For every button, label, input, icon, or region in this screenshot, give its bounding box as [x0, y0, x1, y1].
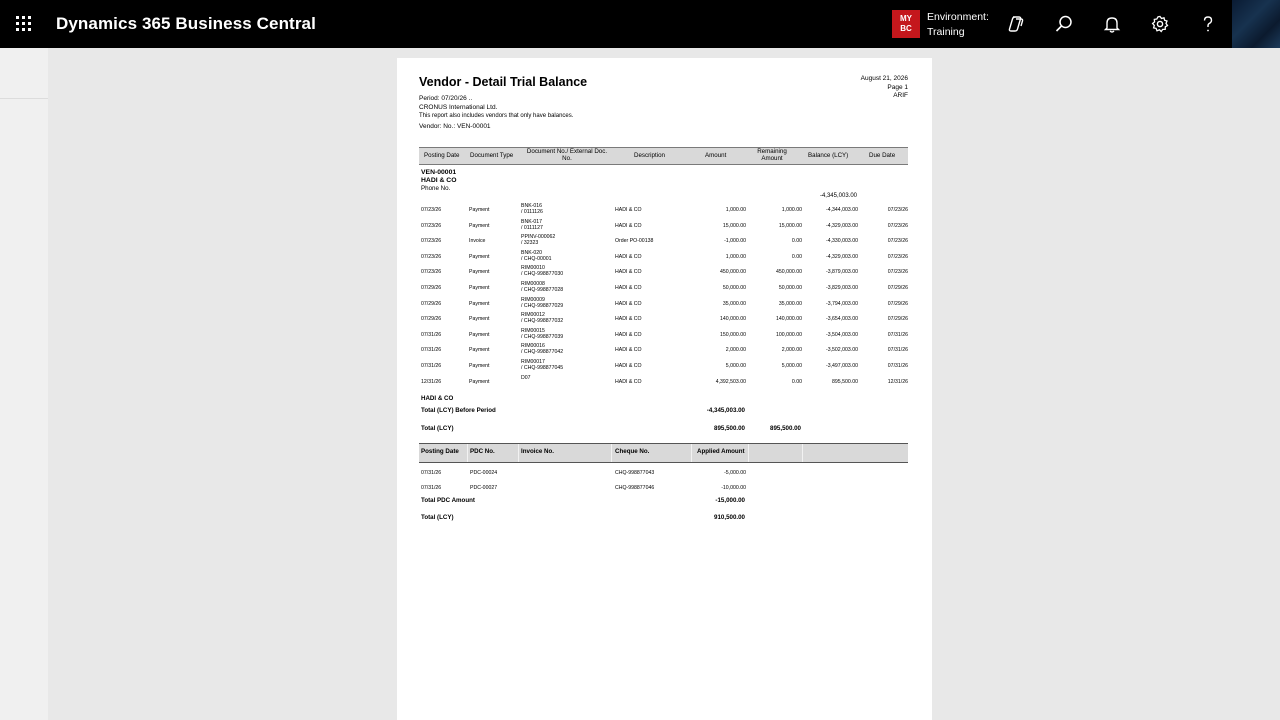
entry-due-date: 07/31/26 — [887, 331, 908, 338]
entry-posting-date: 07/29/26 — [421, 285, 442, 291]
environment-label: Environment: — [927, 11, 989, 23]
vendor-footer-name: HADI & CO — [421, 395, 454, 402]
entry-amount: 15,000.00 — [722, 222, 746, 229]
entry-description: HADI & CO — [615, 222, 642, 229]
entry-posting-date: 07/23/26 — [421, 253, 442, 260]
col-description: Description — [634, 152, 665, 159]
pdc-applied-amount: -5,000.00 — [724, 470, 746, 476]
entry-document-type: Payment — [469, 300, 490, 307]
entry-remaining-amount: 2,000.00 — [781, 347, 802, 354]
top-bar — [0, 0, 1280, 48]
entry-document-no — [521, 312, 563, 324]
profile-picture[interactable] — [1232, 0, 1280, 48]
entry-document-no — [521, 375, 531, 381]
report-page-number: Page 1 — [887, 84, 908, 91]
entry-remaining-amount: 100,000.00 — [776, 331, 802, 338]
environment-name: Training — [927, 26, 965, 38]
bell-icon[interactable] — [1102, 14, 1122, 34]
entry-due-date: 12/31/26 — [887, 378, 908, 385]
entry-external-doc-no: / CHQ-998877045 — [521, 365, 564, 371]
entry-doc-no: RIM00015 — [521, 327, 545, 334]
col-document-type: Document Type — [470, 152, 514, 159]
entry-posting-date: 07/23/26 — [421, 238, 442, 245]
col-due-date: Due Date — [869, 152, 896, 159]
total-pdc-label: Total PDC Amount — [421, 497, 475, 504]
report-filter: Vendor: No.: VEN-00001 — [419, 123, 491, 130]
entry-remaining-amount: 35,000.00 — [778, 300, 802, 307]
entry-remaining-amount: 0.00 — [791, 378, 802, 385]
entry-description: HADI & CO — [615, 378, 642, 385]
entry-posting-date: 07/23/26 — [421, 269, 442, 276]
app-title[interactable]: Dynamics 365 Business Central — [56, 14, 316, 33]
entry-posting-date: 07/29/26 — [421, 300, 442, 307]
entry-external-doc-no: / 0111127 — [521, 224, 543, 231]
environment-badge[interactable] — [892, 10, 920, 38]
entry-remaining-amount: 0.00 — [791, 238, 802, 245]
entry-external-doc-no: / 0111126 — [521, 209, 543, 215]
report-page — [397, 58, 932, 720]
entry-description: HADI & CO — [615, 363, 642, 369]
pdc-applied-amount: -10,000.00 — [721, 485, 746, 491]
entry-amount: 1,000.00 — [725, 253, 746, 260]
entry-amount: 4,392,503.00 — [715, 378, 746, 385]
entry-document-no — [521, 203, 543, 215]
vendor-no: VEN-00001 — [421, 169, 457, 176]
entry-description: Order PO-00138 — [615, 238, 654, 245]
total-lcy-amount: 895,500.00 — [714, 425, 745, 432]
company-name: CRONUS International Ltd. — [419, 104, 498, 111]
environment-badge-line2: BC — [900, 24, 912, 33]
entry-external-doc-no: / CHQ-998877032 — [521, 318, 564, 325]
entry-due-date: 07/23/26 — [887, 207, 908, 213]
col-document-no — [522, 149, 612, 162]
entry-due-date: 07/31/26 — [887, 363, 908, 369]
opening-balance: -4,345,003.00 — [819, 193, 857, 199]
col-document-no-line1: Document No./ External Doc. — [526, 148, 608, 155]
entry-document-no — [521, 234, 555, 246]
entry-description: HADI & CO — [615, 253, 642, 260]
entry-doc-no: RIM00009 — [521, 296, 545, 303]
total-before-period-amount: -4,345,003.00 — [706, 407, 745, 414]
table-row — [419, 374, 908, 390]
entry-document-type: Invoice — [469, 238, 486, 245]
pdc-col-invoice-no: Invoice No. — [521, 448, 555, 455]
environment-badge-line1: MY — [900, 14, 912, 23]
pdc-cheque-no: CHQ-998877046 — [615, 485, 655, 491]
entry-document-type: Payment — [469, 347, 490, 354]
entry-description: HADI & CO — [615, 316, 642, 323]
entry-external-doc-no: / CHQ-998877030 — [521, 271, 564, 278]
entry-external-doc-no: / CHQ-998877042 — [521, 349, 564, 356]
entry-description: HADI & CO — [615, 331, 642, 338]
app-launcher-icon[interactable] — [16, 16, 32, 32]
entry-description: HADI & CO — [615, 207, 642, 213]
entry-document-no — [521, 281, 563, 293]
report-user: ARIF — [893, 92, 908, 99]
entry-document-type: Payment — [469, 363, 490, 369]
total-before-period-label: Total (LCY) Before Period — [421, 407, 496, 414]
pdc-row — [419, 480, 908, 496]
pdc-posting-date: 07/31/26 — [421, 470, 442, 476]
entry-posting-date: 07/31/26 — [421, 363, 442, 369]
copilot-icon[interactable] — [1006, 14, 1026, 34]
entry-due-date: 07/29/26 — [887, 300, 908, 307]
entry-due-date: 07/23/26 — [887, 253, 908, 260]
environment-info[interactable] — [927, 10, 989, 40]
entry-doc-no: RIM00008 — [521, 281, 545, 287]
entry-balance: -3,794,003.00 — [825, 300, 858, 307]
entry-balance: -3,879,003.00 — [825, 269, 858, 276]
entry-remaining-amount: 0.00 — [791, 253, 802, 260]
entry-external-doc-no: / CHQ-998877028 — [521, 287, 564, 293]
entry-balance: -3,497,003.00 — [825, 363, 858, 369]
entry-doc-no: RIM00016 — [521, 343, 545, 350]
entry-external-doc-no: / CHQ-998877029 — [521, 302, 564, 309]
entry-document-type: Payment — [469, 207, 490, 213]
pdc-no: PDC-00024 — [470, 470, 498, 476]
entry-document-no — [521, 328, 563, 340]
help-icon[interactable] — [1198, 14, 1218, 34]
col-amount: Amount — [705, 152, 727, 159]
report-note: This report also includes vendors that only have balances. — [419, 113, 574, 119]
entry-amount: 450,000.00 — [720, 269, 746, 276]
entry-amount: 5,000.00 — [725, 363, 746, 369]
entry-description: HADI & CO — [615, 285, 642, 291]
entry-doc-no: BNK-017 — [521, 218, 543, 225]
table-row — [419, 296, 908, 312]
entry-description: HADI & CO — [615, 269, 642, 276]
entry-document-no — [521, 359, 563, 371]
table-row — [419, 358, 908, 374]
table-row — [419, 311, 908, 327]
entry-amount: 150,000.00 — [720, 331, 746, 338]
entry-doc-no: BNK-020 — [521, 249, 543, 256]
entry-balance: -3,504,003.00 — [825, 331, 858, 338]
pdc-posting-date: 07/31/26 — [421, 485, 442, 491]
vendor-name: HADI & CO — [421, 177, 457, 184]
entry-amount: 50,000.00 — [722, 285, 746, 291]
entry-posting-date: 07/23/26 — [421, 207, 442, 213]
table-row — [419, 218, 908, 234]
entry-doc-no: D07 — [521, 374, 531, 381]
entry-document-type: Payment — [469, 378, 490, 385]
entry-doc-no: BNK-016 — [521, 203, 543, 209]
entry-document-type: Payment — [469, 253, 490, 260]
entry-amount: 140,000.00 — [720, 316, 746, 323]
entry-document-no — [521, 250, 552, 262]
pdc-cheque-no: CHQ-998877043 — [615, 470, 655, 476]
entry-amount: 1,000.00 — [725, 207, 746, 213]
entry-document-type: Payment — [469, 316, 490, 323]
col-remaining-line2: Amount — [761, 154, 783, 162]
gear-icon[interactable] — [1150, 14, 1170, 34]
entry-document-type: Payment — [469, 285, 490, 291]
report-period: Period: 07/20/26 .. — [419, 95, 473, 102]
table-row — [419, 264, 908, 280]
table-row — [419, 342, 908, 358]
col-document-no-line2: No. — [562, 154, 572, 162]
entry-due-date: 07/23/26 — [887, 238, 908, 245]
entry-balance: -4,329,003.00 — [825, 222, 858, 229]
entry-balance: -4,330,003.00 — [825, 238, 858, 245]
entry-document-no — [521, 219, 543, 231]
table-row — [419, 233, 908, 249]
pdc-row — [419, 465, 908, 481]
entry-due-date: 07/23/26 — [887, 222, 908, 229]
entry-external-doc-no: / 32323 — [521, 240, 539, 247]
entry-balance: -4,329,003.00 — [825, 253, 858, 260]
entry-balance: -3,829,003.00 — [825, 285, 858, 291]
entry-external-doc-no: / CHQ-998877039 — [521, 333, 564, 340]
pdc-col-posting-date: Posting Date — [421, 448, 459, 455]
entry-doc-no: RIM00012 — [521, 312, 545, 319]
column-header-row — [419, 147, 908, 165]
entry-amount: 2,000.00 — [725, 347, 746, 354]
entry-description: HADI & CO — [615, 300, 642, 307]
grand-total-amount: 910,500.00 — [714, 514, 745, 521]
col-posting-date: Posting Date — [424, 152, 460, 159]
entry-description: HADI & CO — [615, 347, 642, 354]
entry-document-type: Payment — [469, 222, 490, 229]
table-row — [419, 202, 908, 218]
entry-remaining-amount: 5,000.00 — [781, 363, 802, 369]
entry-balance: -4,344,003.00 — [825, 207, 858, 213]
grand-total-label: Total (LCY) — [421, 514, 454, 521]
entry-remaining-amount: 15,000.00 — [778, 222, 802, 229]
entry-remaining-amount: 50,000.00 — [778, 285, 802, 291]
pdc-header-row — [419, 443, 908, 463]
entry-posting-date: 12/31/26 — [421, 378, 442, 385]
total-lcy-remaining: 895,500.00 — [770, 425, 801, 432]
entry-doc-no: RIM00010 — [521, 265, 545, 272]
entry-due-date: 07/29/26 — [887, 285, 908, 291]
entry-posting-date: 07/31/26 — [421, 347, 442, 354]
report-date: August 21, 2026 — [860, 75, 908, 82]
search-icon[interactable] — [1054, 14, 1074, 34]
report-title: Vendor - Detail Trial Balance — [419, 75, 588, 89]
vendor-phone-label: Phone No. — [421, 185, 451, 192]
entry-posting-date: 07/23/26 — [421, 222, 442, 229]
total-lcy-label: Total (LCY) — [421, 425, 454, 432]
entry-document-no — [521, 343, 563, 355]
entry-document-no — [521, 265, 563, 277]
entry-document-type: Payment — [469, 269, 490, 276]
entry-remaining-amount: 450,000.00 — [776, 269, 802, 276]
entry-document-type: Payment — [469, 331, 490, 338]
entry-document-no — [521, 297, 563, 309]
entry-external-doc-no: / CHQ-00001 — [521, 255, 552, 262]
entry-remaining-amount: 140,000.00 — [776, 316, 802, 323]
entry-balance: -3,654,003.00 — [825, 316, 858, 323]
entry-remaining-amount: 1,000.00 — [781, 207, 802, 213]
entry-amount: -1,000.00 — [724, 238, 746, 245]
table-row — [419, 249, 908, 265]
pdc-no: PDC-00027 — [470, 485, 498, 491]
table-row — [419, 327, 908, 343]
pdc-col-applied-amount: Applied Amount — [697, 448, 745, 455]
entry-due-date: 07/23/26 — [887, 269, 908, 276]
entry-balance: 895,500.00 — [832, 378, 858, 385]
pdc-col-pdc-no: PDC No. — [470, 448, 495, 455]
entry-posting-date: 07/29/26 — [421, 316, 442, 323]
left-panel — [0, 48, 48, 720]
entry-due-date: 07/29/26 — [887, 316, 908, 323]
entry-doc-no: PPINV-000062 — [521, 234, 556, 241]
entry-balance: -3,502,003.00 — [825, 347, 858, 354]
col-remaining-amount — [754, 149, 790, 162]
entry-doc-no: RIM00017 — [521, 359, 545, 365]
total-pdc-amount: -15,000.00 — [715, 497, 745, 504]
col-balance: Balance (LCY) — [808, 152, 849, 159]
pdc-col-cheque-no: Cheque No. — [615, 448, 650, 455]
col-remaining-line1: Remaining — [757, 148, 787, 155]
entry-posting-date: 07/31/26 — [421, 331, 442, 338]
table-row — [419, 280, 908, 296]
entry-due-date: 07/31/26 — [887, 347, 908, 354]
entry-amount: 35,000.00 — [722, 300, 746, 307]
